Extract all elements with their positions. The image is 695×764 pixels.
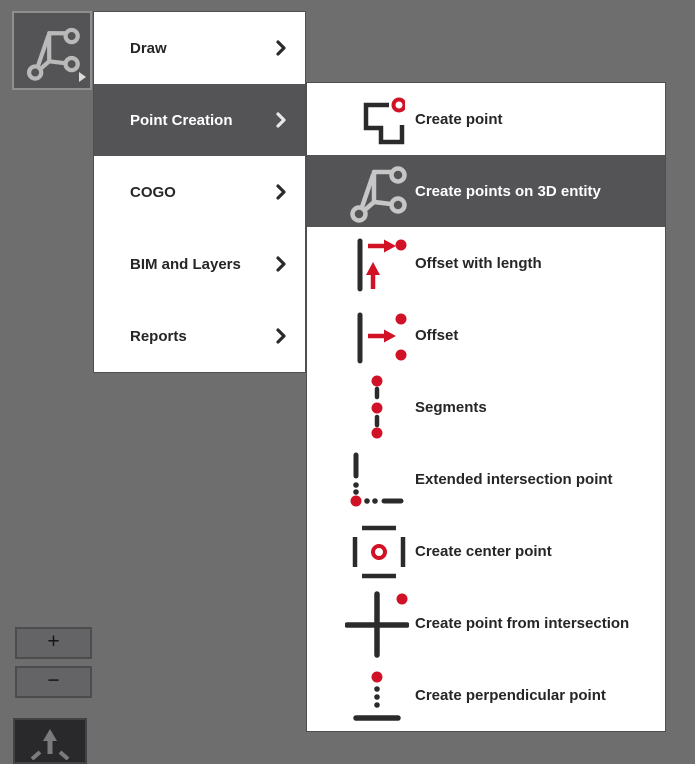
zoom-in-button[interactable]: + [15,627,92,659]
menu-item-cogo[interactable] [94,156,305,228]
submenu-item-label: Create center point [415,542,552,560]
points-on-3d-entity-icon [345,158,409,224]
submenu-item-create-point-from-intersection[interactable] [307,587,665,659]
offset-with-length-icon [345,234,409,292]
menu-item-reports[interactable] [94,300,305,372]
submenu-item-label: Segments [415,398,487,416]
context-menu [93,11,306,373]
offset-icon [345,305,409,365]
chevron-right-icon [275,183,287,201]
submenu-item-create-center-point[interactable] [307,515,665,587]
create-center-point-icon [345,520,409,582]
menu-item-label: Reports [130,327,187,345]
submenu-item-offset-with-length[interactable] [307,227,665,299]
point-creation-submenu [306,82,666,732]
active-tool-split-button[interactable] [12,11,92,90]
submenu-item-label: Create perpendicular point [415,686,606,704]
submenu-item-extended-intersection-point[interactable] [307,443,665,515]
chevron-right-icon [275,111,287,129]
menu-item-point-creation[interactable] [94,84,305,156]
menu-item-label: Point Creation [130,111,233,129]
submenu-item-label: Offset [415,326,459,344]
split-dropdown-arrow-icon [79,72,86,82]
extended-intersection-point-icon [345,450,409,508]
submenu-item-create-perpendicular-point[interactable] [307,659,665,731]
submenu-item-label: Extended intersection point [415,470,613,488]
submenu-item-label: Offset with length [415,254,542,272]
menu-item-label: COGO [130,183,176,201]
chevron-right-icon [275,255,287,273]
submenu-item-label: Create point [415,110,503,128]
submenu-item-label: Create points on 3D entity [415,182,601,200]
pan-button[interactable] [13,718,87,764]
submenu-item-label: Create point from intersection [415,614,630,632]
submenu-item-offset[interactable] [307,299,665,371]
chevron-right-icon [275,327,287,345]
submenu-item-segments[interactable] [307,371,665,443]
submenu-item-create-points-on-3d-entity[interactable] [307,155,665,227]
submenu-item-create-point[interactable] [307,83,665,155]
menu-item-bim-and-layers[interactable] [94,228,305,300]
create-point-from-intersection-icon [345,588,409,658]
points-on-3d-entity-icon [23,20,81,82]
segments-icon [345,375,409,439]
menu-item-draw[interactable] [94,12,305,84]
create-point-icon [345,92,409,146]
pan-arrows-icon [24,720,76,760]
menu-item-label: Draw [130,39,167,57]
menu-item-label: BIM and Layers [130,255,241,273]
create-perpendicular-point-icon [345,666,409,724]
chevron-right-icon [275,39,287,57]
zoom-out-button[interactable]: − [15,666,92,698]
